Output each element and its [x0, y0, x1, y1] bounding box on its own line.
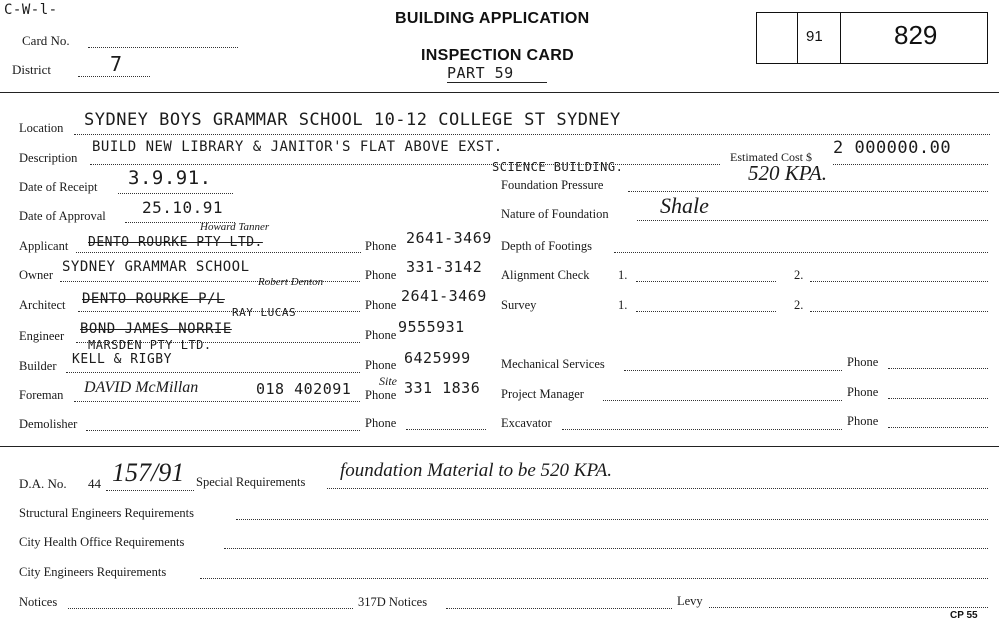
- estimated-cost-label: Estimated Cost $: [730, 150, 812, 164]
- owner-note: Robert Denton: [258, 276, 324, 288]
- alignment-check-line-1: [636, 281, 776, 282]
- foundation-pressure-label: Foundation Pressure: [501, 178, 604, 192]
- foreman-phone: 331 1836: [404, 379, 481, 397]
- architect-phone-label: Phone: [365, 298, 397, 312]
- city-engineers-line: [200, 578, 988, 579]
- notices-label: Notices: [19, 595, 58, 609]
- date-of-approval-value: 25.10.91: [142, 198, 224, 217]
- description-label: Description: [19, 151, 78, 165]
- box-card-number: 829: [894, 20, 938, 50]
- alignment-check-2: 2.: [794, 268, 804, 282]
- survey-label: Survey: [501, 298, 537, 312]
- description-value-2: SCIENCE BUILDING.: [492, 160, 624, 174]
- foreman-mobile: 018 402091: [256, 380, 352, 398]
- district-line: [78, 76, 150, 77]
- builder-line: [66, 372, 360, 373]
- city-engineers-label: City Engineers Requirements: [19, 565, 167, 579]
- description-value: BUILD NEW LIBRARY & JANITOR'S FLAT ABOVE EXST.: [92, 139, 503, 155]
- engineer-value: BOND JAMES NORRIE: [80, 321, 232, 337]
- engineer-note: MARSDEN PTY LTD.: [88, 338, 212, 352]
- city-health-label: City Health Office Requirements: [19, 535, 185, 549]
- corner-note: C-W-l-: [4, 2, 58, 18]
- mechanical-services-phone-line: [888, 368, 988, 369]
- applicant-value: DENTO ROURKE PTY LTD.: [88, 235, 263, 250]
- da-no-prefix: 44: [88, 476, 101, 491]
- box-divider-1: [797, 12, 798, 64]
- survey-1: 1.: [618, 298, 628, 312]
- description-line: [90, 164, 720, 165]
- alignment-check-label: Alignment Check: [501, 268, 590, 282]
- nature-of-foundation-label: Nature of Foundation: [501, 207, 609, 221]
- nature-of-foundation-line: [637, 220, 988, 221]
- date-of-approval-label: Date of Approval: [19, 209, 106, 223]
- title-part-note: PART 59: [447, 64, 514, 82]
- form-code: CP 55: [950, 610, 978, 621]
- notices-317d-line: [446, 608, 672, 609]
- nature-of-foundation-value: Shale: [660, 193, 709, 218]
- city-health-line: [224, 548, 988, 549]
- date-of-receipt-line: [118, 193, 233, 194]
- special-requirements-line: [327, 488, 988, 489]
- location-label: Location: [19, 121, 64, 135]
- location-value: SYDNEY BOYS GRAMMAR SCHOOL 10-12 COLLEGE ST SYDNEY: [84, 110, 621, 130]
- builder-phone-label: Phone: [365, 358, 397, 372]
- box-year: 91: [806, 28, 823, 45]
- depth-of-footings-label: Depth of Footings: [501, 239, 592, 253]
- da-no-line: [106, 490, 194, 491]
- estimated-cost-line: [833, 164, 988, 165]
- foundation-pressure-value: 520 KPA.: [748, 161, 827, 185]
- architect-note: RAY LUCAS: [232, 306, 297, 319]
- owner-value: SYDNEY GRAMMAR SCHOOL: [62, 259, 250, 275]
- card-number-box: [756, 12, 988, 64]
- card-no-label: Card No.: [22, 33, 70, 48]
- demolisher-label: Demolisher: [19, 417, 78, 431]
- notices-line: [68, 608, 353, 609]
- location-line: [74, 134, 990, 135]
- builder-value: KELL & RIGBY: [72, 352, 172, 367]
- part-underline: [447, 82, 547, 83]
- survey-line-1: [636, 311, 776, 312]
- survey-2: 2.: [794, 298, 804, 312]
- architect-label: Architect: [19, 298, 66, 312]
- structural-engineers-label: Structural Engineers Requirements: [19, 506, 194, 520]
- district-value: 7: [110, 52, 123, 76]
- owner-phone: 331-3142: [406, 258, 483, 276]
- applicant-note: Howard Tanner: [200, 221, 270, 233]
- survey-line-2: [810, 311, 988, 312]
- applicant-phone-label: Phone: [365, 239, 397, 253]
- alignment-check-1: 1.: [618, 268, 628, 282]
- architect-phone: 2641-3469: [401, 287, 487, 305]
- special-requirements-label: Special Requirements: [196, 475, 306, 489]
- structural-engineers-line: [236, 519, 988, 520]
- foreman-site-note: Site: [379, 374, 397, 388]
- excavator-line: [562, 429, 842, 430]
- builder-label: Builder: [19, 359, 57, 373]
- owner-label: Owner: [19, 268, 54, 282]
- project-manager-line: [603, 400, 842, 401]
- demolisher-phone-line: [406, 429, 486, 430]
- date-of-receipt-label: Date of Receipt: [19, 180, 98, 194]
- alignment-check-line-2: [810, 281, 988, 282]
- applicant-phone: 2641-3469: [406, 229, 492, 247]
- depth-of-footings-line: [614, 252, 988, 253]
- mechanical-services-line: [624, 370, 842, 371]
- project-manager-phone-line: [888, 398, 988, 399]
- da-no-value: 157/91: [112, 458, 185, 487]
- architect-value: DENTO ROURKE P/L: [82, 291, 225, 307]
- foreman-value: DAVID McMillan: [84, 379, 199, 396]
- project-manager-phone-label: Phone: [847, 385, 879, 399]
- engineer-label: Engineer: [19, 329, 65, 343]
- title-inspection-card: INSPECTION CARD: [421, 47, 574, 64]
- builder-phone: 6425999: [404, 349, 471, 367]
- header-divider: [0, 92, 999, 93]
- engineer-phone-label: Phone: [365, 328, 397, 342]
- mechanical-services-label: Mechanical Services: [501, 357, 605, 371]
- da-no-label: D.A. No.: [19, 476, 67, 491]
- title-building-application: BUILDING APPLICATION: [395, 10, 590, 27]
- box-divider-2: [840, 12, 841, 64]
- card-no-line: [88, 47, 238, 48]
- owner-phone-label: Phone: [365, 268, 397, 282]
- date-of-receipt-value: 3.9.91.: [128, 167, 212, 189]
- special-requirements-value: foundation Material to be 520 KPA.: [340, 460, 612, 481]
- demolisher-line: [86, 430, 360, 431]
- mechanical-services-phone-label: Phone: [847, 355, 879, 369]
- foreman-phone-label: Phone: [365, 388, 397, 402]
- excavator-label: Excavator: [501, 416, 552, 430]
- foundation-pressure-line: [628, 191, 988, 192]
- project-manager-label: Project Manager: [501, 387, 584, 401]
- applicant-line: [76, 252, 361, 253]
- levy-line: [709, 607, 988, 608]
- architect-line: [78, 311, 360, 312]
- notices-317d-label: 317D Notices: [358, 595, 428, 609]
- estimated-cost-value: 2 000000.00: [833, 138, 952, 158]
- levy-label: Levy: [677, 594, 703, 608]
- section-divider: [0, 446, 999, 447]
- engineer-phone: 9555931: [398, 318, 465, 336]
- excavator-phone-label: Phone: [847, 414, 879, 428]
- foreman-label: Foreman: [19, 388, 64, 402]
- foreman-line: [74, 401, 360, 402]
- excavator-phone-line: [888, 427, 988, 428]
- district-label: District: [12, 62, 51, 77]
- demolisher-phone-label: Phone: [365, 416, 397, 430]
- applicant-label: Applicant: [19, 239, 69, 253]
